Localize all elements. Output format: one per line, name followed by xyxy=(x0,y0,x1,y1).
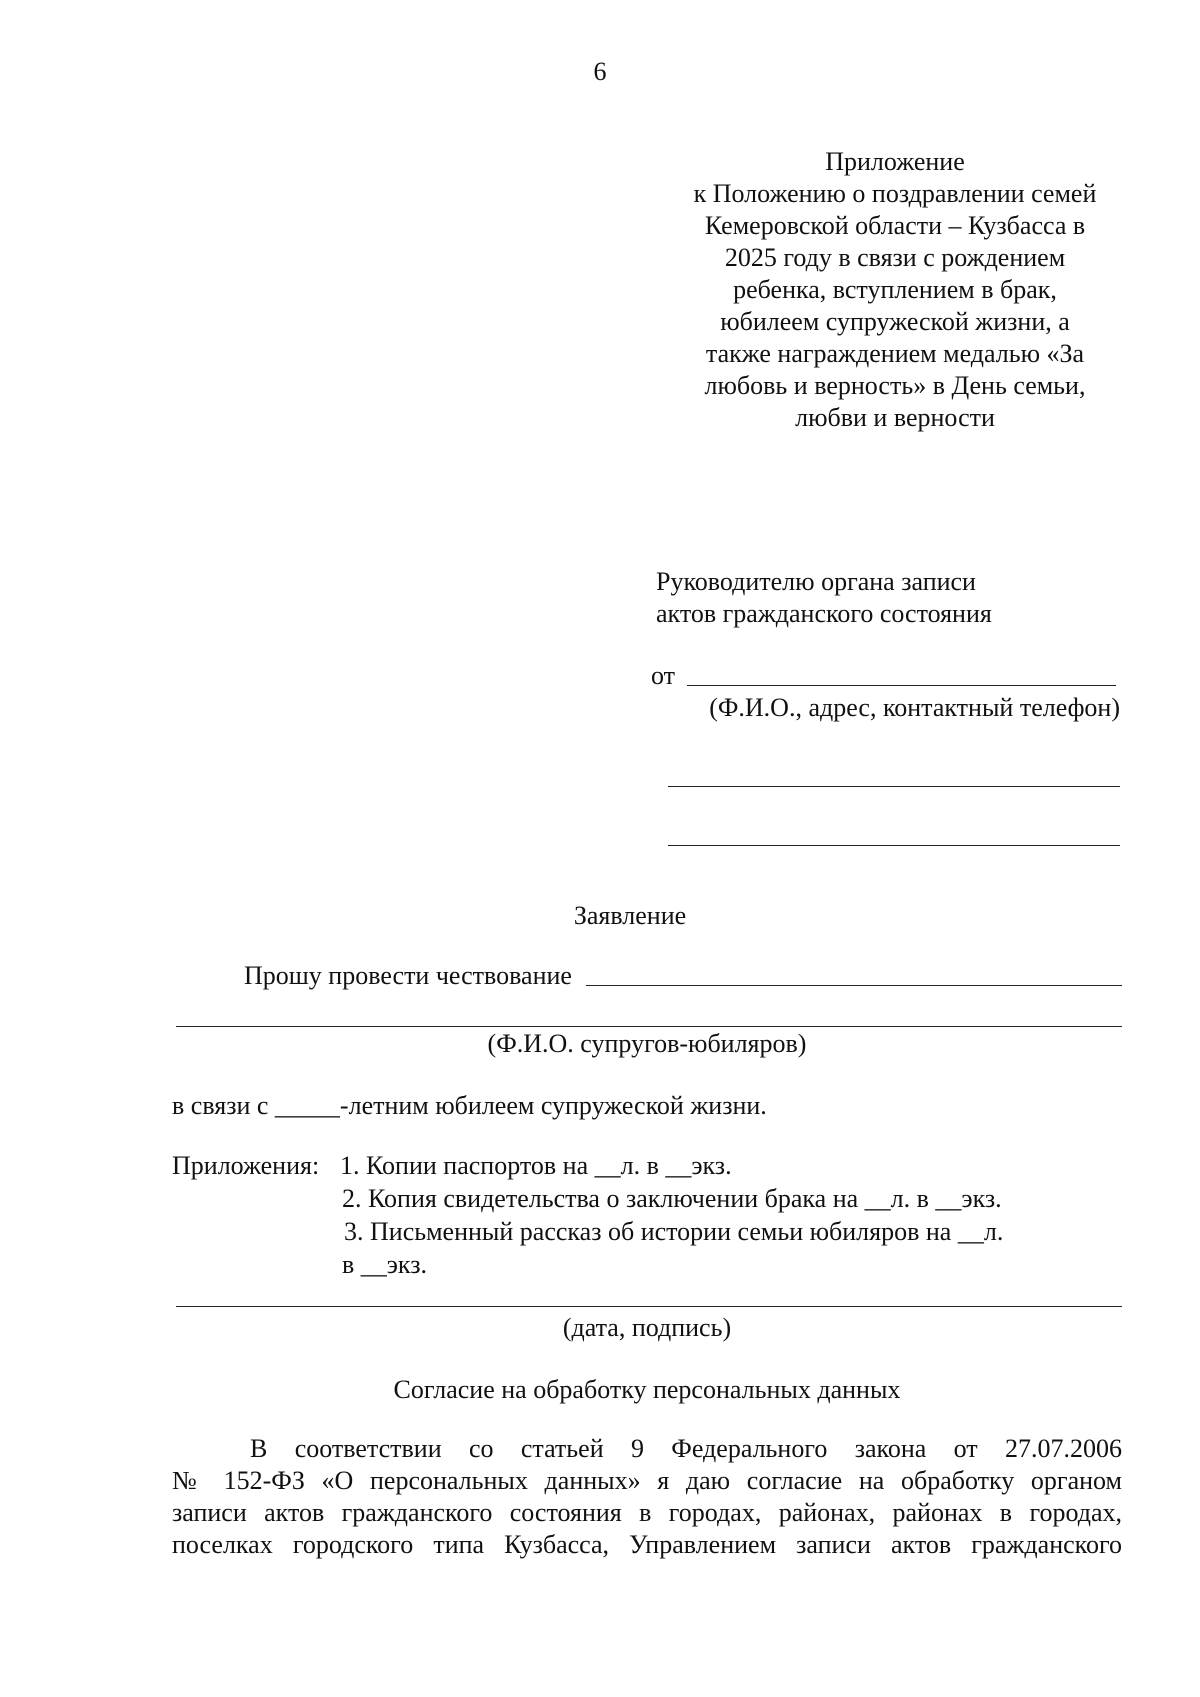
request-row xyxy=(244,960,1122,992)
from-label: от xyxy=(651,661,676,690)
annex-line: любовь и верность» в День семьи, xyxy=(704,371,1086,400)
from-blank-line xyxy=(687,663,1116,686)
annex-line: Приложение xyxy=(825,147,965,176)
attachment-item: в __экз. xyxy=(342,1250,427,1279)
request-text: Прошу провести чествование xyxy=(244,961,572,990)
annex-line: 2025 году в связи с рождением xyxy=(724,243,1066,272)
attachments-label: Приложения: xyxy=(172,1151,320,1180)
spouses-blank-line xyxy=(176,1026,1122,1027)
consent-line: В соответствии со статьей 9 Федерального закона от 27.07.2006 xyxy=(250,1434,1122,1463)
from-caption: (Ф.И.О., адрес, контактный телефон) xyxy=(709,693,1120,722)
spouses-caption: (Ф.И.О. супругов-юбиляров) xyxy=(487,1029,807,1058)
address-blank-line xyxy=(668,786,1120,787)
annex-line: любви и верности xyxy=(795,403,995,432)
occasion-text: в связи с _____-летним юбилеем супружеской жизни. xyxy=(172,1091,767,1120)
page-number: 6 xyxy=(593,57,607,86)
from-row xyxy=(651,660,1116,692)
annex-block xyxy=(660,146,1130,434)
addressee-line: актов гражданского состояния xyxy=(656,599,992,628)
phone-blank-line xyxy=(668,845,1120,846)
attachment-item: 3. Письменный рассказ об истории семьи юбиляров на __л. xyxy=(344,1217,1004,1246)
consent-line: № 152-ФЗ «О персональных данных» я даю согласие на обработку органом xyxy=(172,1466,1122,1495)
consent-line: поселках городского типа Кузбасса, Управлением записи актов гражданского xyxy=(172,1530,1122,1559)
consent-line: записи актов гражданского состояния в городах, районах, районах в городах, xyxy=(172,1498,1122,1527)
request-blank-line xyxy=(586,963,1122,986)
date-signature-caption: (дата, подпись) xyxy=(562,1313,732,1342)
annex-line: Кемеровской области – Кузбасса в xyxy=(704,211,1086,240)
statement-title: Заявление xyxy=(573,901,687,930)
addressee-block xyxy=(656,566,992,630)
signature-blank-line xyxy=(176,1306,1122,1307)
addressee-line: Руководителю органа записи xyxy=(656,567,976,596)
annex-line: ребенка, вступлением в брак, xyxy=(733,275,1057,304)
attachment-item: 2. Копия свидетельства о заключении брака на __л. в __экз. xyxy=(342,1184,1002,1213)
annex-line: также награждением медалью «За xyxy=(705,339,1085,368)
annex-line: юбилеем супружеской жизни, а xyxy=(720,307,1070,336)
consent-title: Согласие на обработку персональных данных xyxy=(393,1375,901,1404)
attachment-item: 1. Копии паспортов на __л. в __экз. xyxy=(340,1151,732,1180)
annex-line: к Положению о поздравлении семей xyxy=(693,179,1097,208)
consent-body xyxy=(172,1433,1122,1561)
